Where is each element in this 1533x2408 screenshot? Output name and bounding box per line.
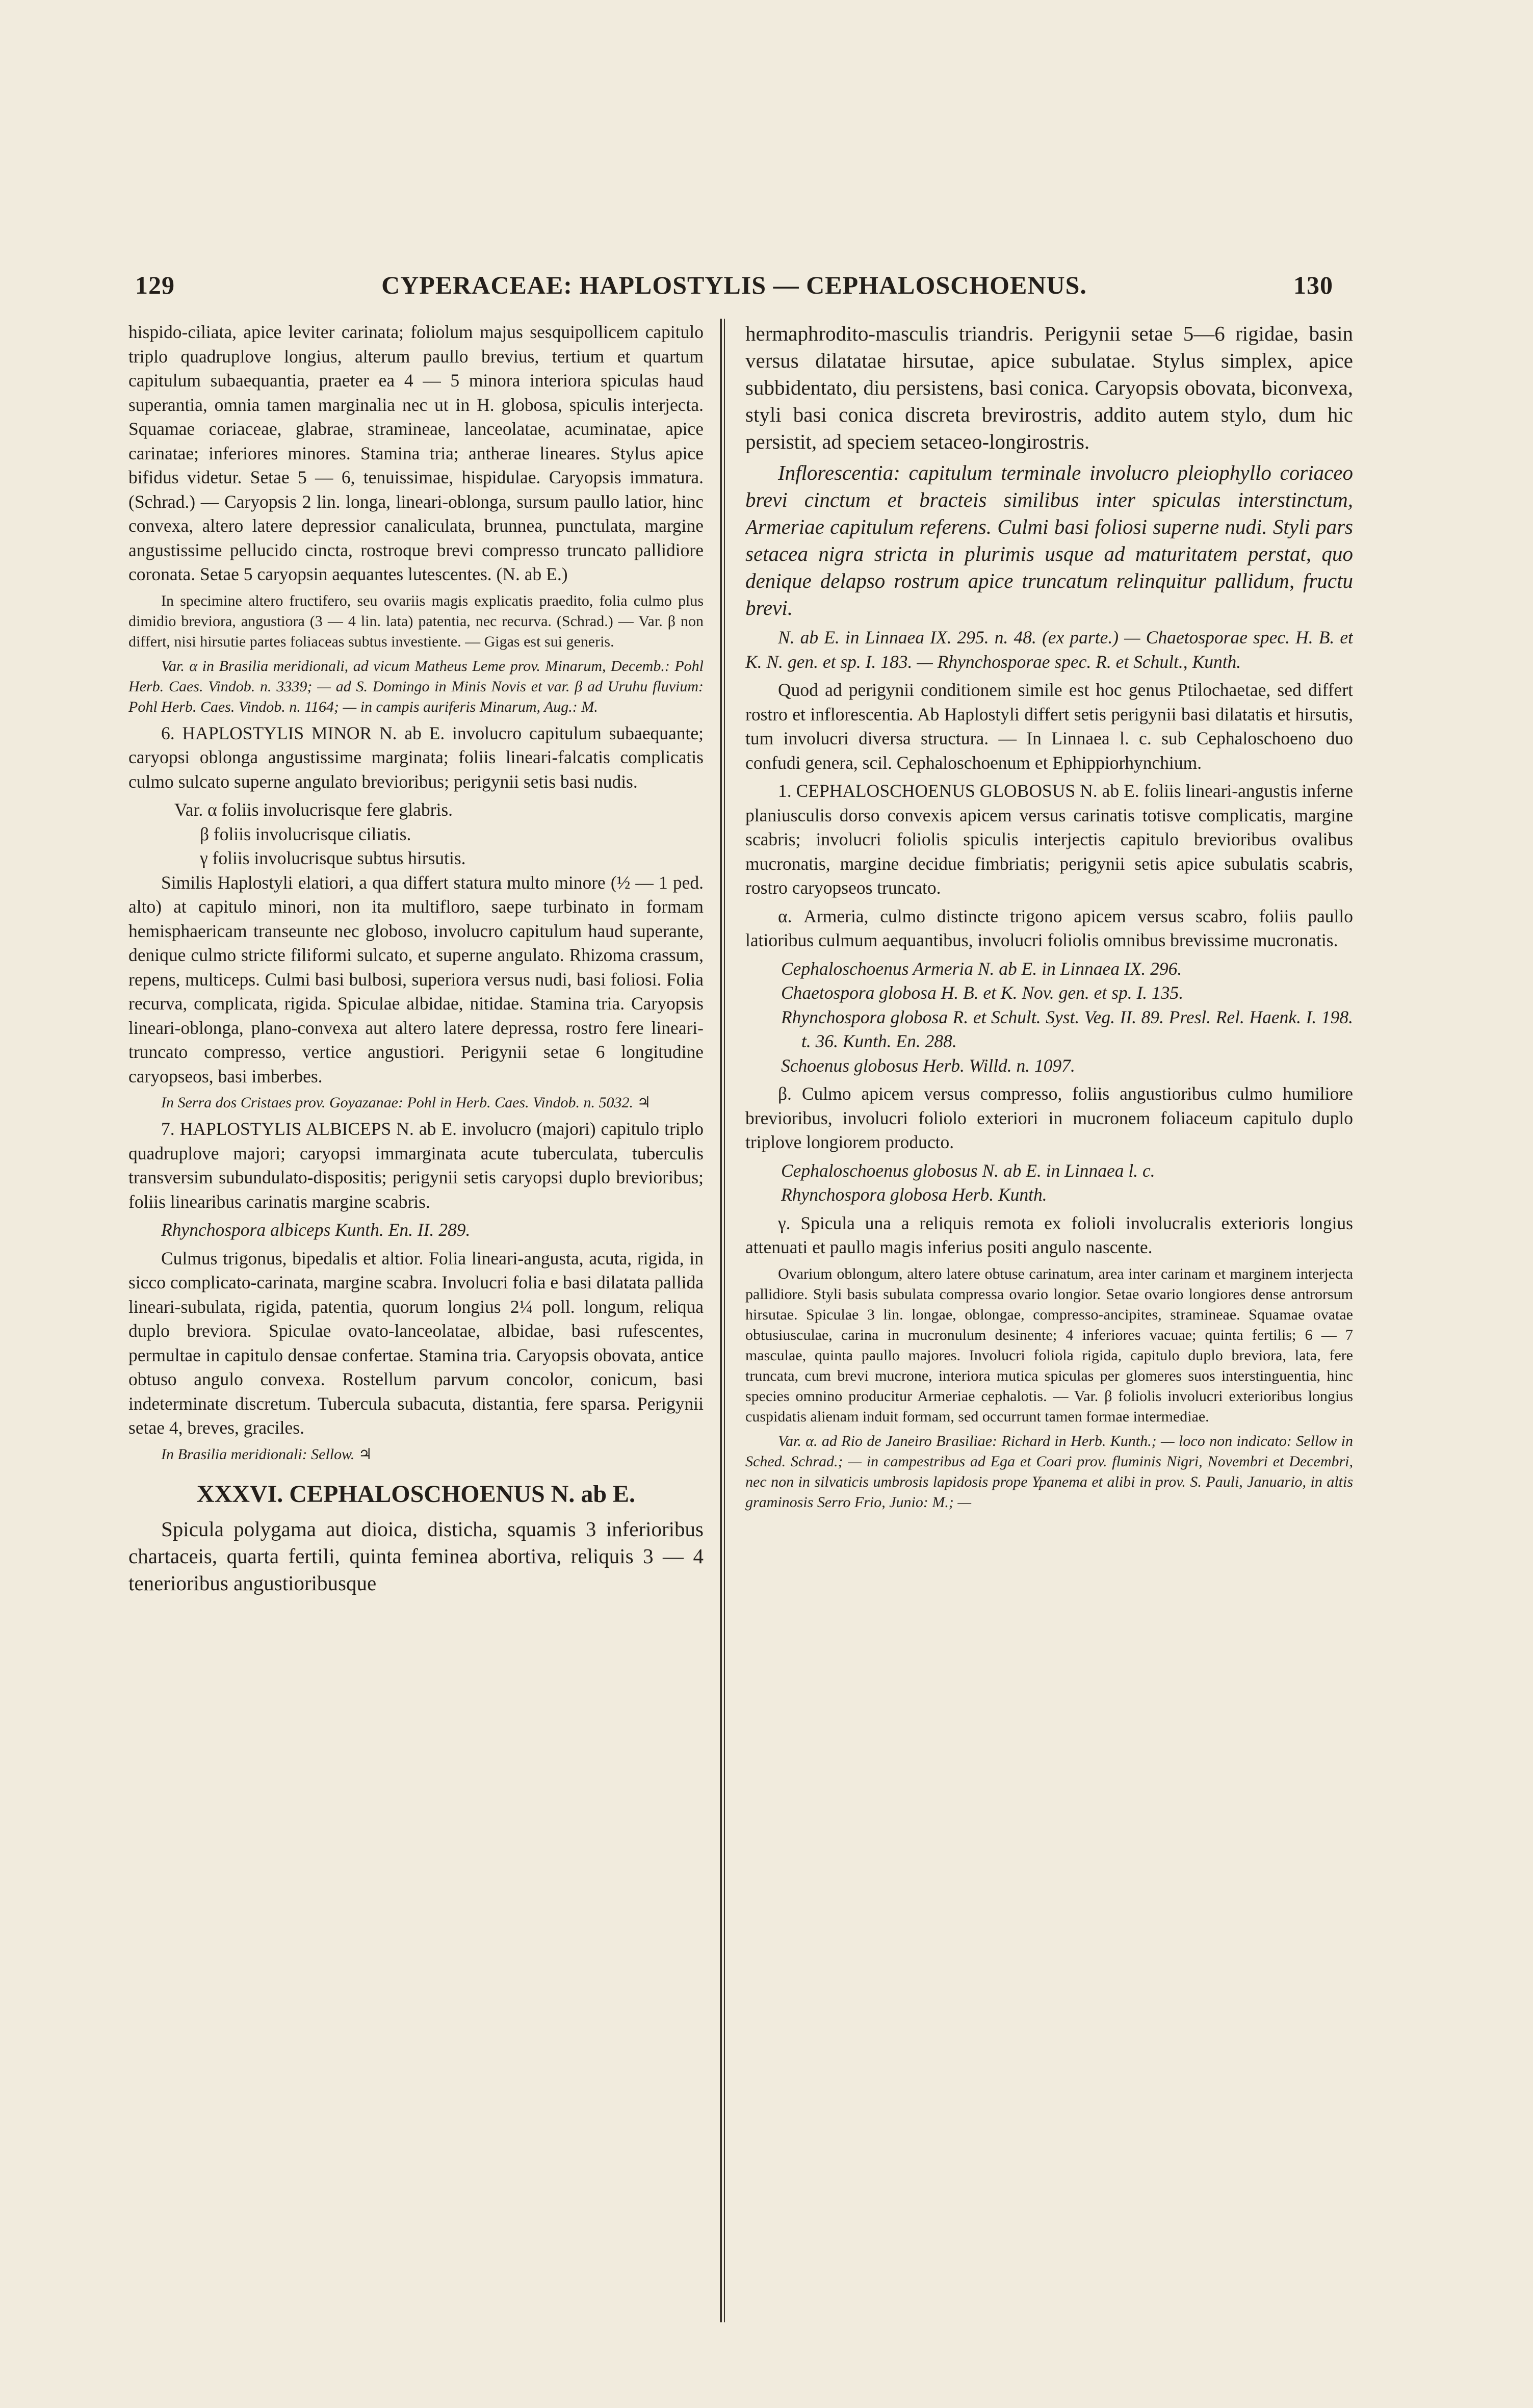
references: N. ab E. in Linnaea IX. 295. n. 48. (ex parte.) — Chaetosporae spec. H. B. et K. N. gen. et sp. I. 183. — Rhynchosporae spec. R. et Schult., Kunth.: [745, 627, 1353, 672]
synonym: Chaetospora globosa H. B. et K. Nov. gen. et sp. I. 135.: [781, 982, 1184, 1003]
genus-heading: XXXVI. CEPHALOSCHOENUS N. ab E.: [196, 1480, 636, 1508]
locality-note: In Brasilia meridionali: Sellow. ♃: [161, 1445, 372, 1463]
species-description: 1. CEPHALOSCHOENUS GLOBOSUS N. ab E. foliis lineari-angustis inferne planiusculis dorso convexis apicem versus carinatis totisve complicatis, margine scabris; involucri foliolis spiculis interjectis capitulo brevioribus ovalibus mucronatis, margine decidue fimbriatis; perigynii setis apice subulatis scabris, rostro caryopseos truncato.: [745, 781, 1353, 898]
note-paragraph: Ovarium oblongum, altero latere obtuse carinatum, area inter carinam et marginem interjecta pallidiore. Styli basis subulata compressa ovario longior. Setae ovario longiores dense antrorsum hirsutae. Spiculae 3 lin. longae, oblongae, compresso-ancipites, stramineae. Squamae ovatae obtusiusculae, carina in mucronulum desinente; 4 inferiores vacuae; quinta fertilis; 6 — 7 masculae, quinta paullo majores. Involucri foliola rigida, capitulo duplo breviora, lata, fere truncata, cum brevi mucrone, interiora mutica spiculas per glomeres suos interstinguentia, hinc species omnino producitur Armeriae cephalotis. — Var. β foliolis involucri exterioribus longius cuspidatis alienam induit formam, sed occurrunt tamen formae intermediae.: [745, 1265, 1353, 1425]
synonym: Rhynchospora globosa Herb. Kunth.: [781, 1184, 1047, 1205]
locality-note: In Serra dos Cristaes prov. Goyazanae: Pohl in Herb. Caes. Vindob. n. 5032. ♃: [161, 1094, 651, 1111]
species-description: 6. HAPLOSTYLIS MINOR N. ab E. involucro capitulum subaequante; caryopsi oblonga angustissime marginata; foliis lineari-falcatis complicatis culmo sulcato superne angulato brevioribus; perigynii setis basi nudis.: [128, 722, 704, 792]
left-column: [128, 320, 704, 2339]
page-number-left: 129: [135, 271, 175, 299]
locality-note: Var. α. ad Rio de Janeiro Brasiliae: Richard in Herb. Kunth.; — loco non indicato: Sellow in Sched. Schrad.; — in campestribus ad Ega et Coari prov. fluminis Nigri, Novembri et Decembri, nec non in silvaticis umbrosis lapidosis prope Ypanema et alibi in prov. S. Pauli, Januario, in altis graminosis Serro Frio, Junio: M.; —: [745, 1432, 1353, 1511]
column-divider: [720, 319, 722, 2322]
variety-line: β foliis involucrisque ciliatis.: [200, 823, 411, 844]
column-divider-thin: [724, 319, 725, 2322]
running-title: CYPERACEAE: HAPLOSTYLIS — CEPHALOSCHOENUS.: [381, 271, 1087, 299]
genus-description-cont: hermaphrodito-masculis triandris. Perigynii setae 5—6 rigidae, basin versus dilatatae hirsutae, apice subulatae. Stylus simplex, apice subbidentato, diu persistens, basi conica. Caryopsis obovata, biconvexa, styli basi conica discreta brevirostris, addito autem stylo, dum hic persistit, ad speciem setaceo-longirostris.: [745, 322, 1353, 453]
paragraph: hispido-ciliata, apice leviter carinata; foliolum majus sesquipollicem capitulo triplo quadruplove longius, alterum paullo brevius, tertium et quartum capitulum subaequantia, praeter ea 4 — 5 minora interiora spiculas haud superantia, omnia tamen marginalia nec ut in H. globosa, spiculis interjecta. Squamae coriaceae, glabrae, stramineae, lanceolatae, acuminatae, apice carinatae; inferiores minores. Stamina tria; antherae lineares. Stylus apice bifidus videtur. Setae 5 — 6, tenuissimae, hispidulae. Caryopsis immatura. (Schrad.) — Caryopsis 2 lin. longa, lineari-oblonga, sursum paullo latior, hinc convexa, altero latere depressior canaliculata, brunnea, punctulata, margine angustissime pellucido cincta, rostroque brevi compresso truncato pallidiore coronata. Setae 5 caryopsin aequantes lutescentes. (N. ab E.): [128, 322, 704, 584]
variety-paragraph: β. Culmo apicem versus compresso, foliis angustioribus culmo humiliore brevioribus, involucri foliolo exteriori in mucronem foliaceum capitulo duplo triplove longiorem producto.: [745, 1083, 1353, 1152]
locality-note: Var. α in Brasilia meridionali, ad vicum Matheus Leme prov. Minarum, Decemb.: Pohl Herb. Caes. Vindob. n. 3339; — ad S. Domingo in Minis Novis et var. β ad Uruhu fluvium: Pohl Herb. Caes. Vindob. n. 1164; — in campis auriferis Minarum, Aug.: M.: [128, 657, 704, 715]
synonym: Schoenus globosus Herb. Willd. n. 1097.: [781, 1055, 1075, 1076]
species-description: 7. HAPLOSTYLIS ALBICEPS N. ab E. involucro (majori) capitulo triplo quadruplove majori; caryopsi immarginata acute tuberculata, tuberculis transversim subundulato-dispositis; perigynii setis caryopsi duplo brevioribus; foliis linearibus carinatis margine scabris.: [128, 1119, 704, 1212]
variety-line: Var. α foliis involucrisque fere glabris.: [174, 799, 453, 820]
paragraph: Similis Haplostyli elatiori, a qua differt statura multo minore (½ — 1 ped. alto) at capitulo minori, non ita multifloro, saepe turbinato in formam hemisphaericam transeunte nec globoso, involucro capitulum haud superante, denique culmo stricte filiformi sulcato, et superne angulato. Rhizoma crassum, repens, multiceps. Culmi basi bulbosi, superiora versus nudi, basi foliosi. Folia recurva, complicata, rigida. Spiculae albidae, nitidae. Stamina tria. Caryopsis lineari-oblonga, plano-convexa aut altero latere depressa, rostro fere lineari-truncato compresso, vertice angustiori. Perigynii setae 6 longitudine caryopseos, basi imberbes.: [128, 872, 704, 1086]
running-header: [127, 265, 1341, 306]
synonym: Rhynchospora albiceps Kunth. En. II. 289.: [161, 1220, 471, 1240]
note-paragraph: In specimine altero fructifero, seu ovariis magis explicatis praedito, folia culmo plus dimidio breviora, angustiora (3 — 4 lin. lata) patentia, nec recurva. (Schrad.) — Var. β non differt, nisi hirsutie partes foliaceas subtus investiente. — Gigas est sui generis.: [128, 592, 704, 650]
right-column: [745, 320, 1353, 2339]
page-number-right: 130: [1293, 271, 1333, 299]
variety-paragraph: γ. Spicula una a reliquis remota ex folioli involucralis exterioris longius attenuati et paullo magis inferius positi angulo nascente.: [745, 1212, 1353, 1257]
variety-paragraph: α. Armeria, culmo distincte trigono apicem versus scabro, foliis paullo latioribus culmum aequantibus, involucri foliolis omnibus brevissime mucronatis.: [745, 905, 1353, 950]
synonym: Rhynchospora globosa R. et Schult. Syst. Veg. II. 89. Presl. Rel. Haenk. I. 198. t. 36. Kunth. En. 288.: [781, 1006, 1353, 1051]
synonym: Cephaloschoenus Armeria N. ab E. in Linnaea IX. 296.: [781, 958, 1182, 979]
paragraph: Culmus trigonus, bipedalis et altior. Folia lineari-angusta, acuta, rigida, in sicco complicato-carinata, margine scabra. Involucri folia e basi dilatata pallida lineari-subulata, rigida, patentia, quorum longius 2¼ poll. longum, reliqua duplo breviora. Spiculae ovato-lanceolatae, albidae, basi rufescentes, permultae in capitulo densae confertae. Stamina tria. Caryopsis obovata, antice obtuso angulo convexa. Rostellum parvum concolor, conicum, basi indeterminate discretum. Tubercula subacuta, distantia, fere sparsa. Perigynii setae 4, breves, graciles.: [128, 1248, 704, 1438]
variety-line: γ foliis involucrisque subtus hirsutis.: [200, 848, 466, 868]
inflorescence-paragraph: Inflorescentia: capitulum terminale involucro pleiophyllo coriaceo brevi cinctum et bracteis similibus inter spiculas interstinctum, Armeriae capitulum referens. Culmi basi foliosi superne nudi. Styli pars setacea nigra stricta in plurimis usque ad maturitatem perstat, quo denique delapso rostrum apice truncatum relinquitur pallidum, fructu brevi.: [745, 461, 1353, 619]
paragraph: Quod ad perigynii conditionem simile est hoc genus Ptilochaetae, sed differt rostro et inflorescentia. Ab Haplostyli differt setis perigynii basi dilatatis et hirsutis, tum involucri diversa structura. — In Linnaea l. c. sub Cephaloschoeno duo confudi genera, scil. Cephaloschoenum et Ephippiorhynchium.: [745, 680, 1353, 773]
synonym: Cephaloschoenus globosus N. ab E. in Linnaea l. c.: [781, 1160, 1155, 1181]
genus-description: Spicula polygama aut dioica, disticha, squamis 3 inferioribus chartaceis, quarta fertili, quinta feminea abortiva, reliquis 3 — 4 tenerioribus angustioribusque: [128, 1517, 704, 1595]
